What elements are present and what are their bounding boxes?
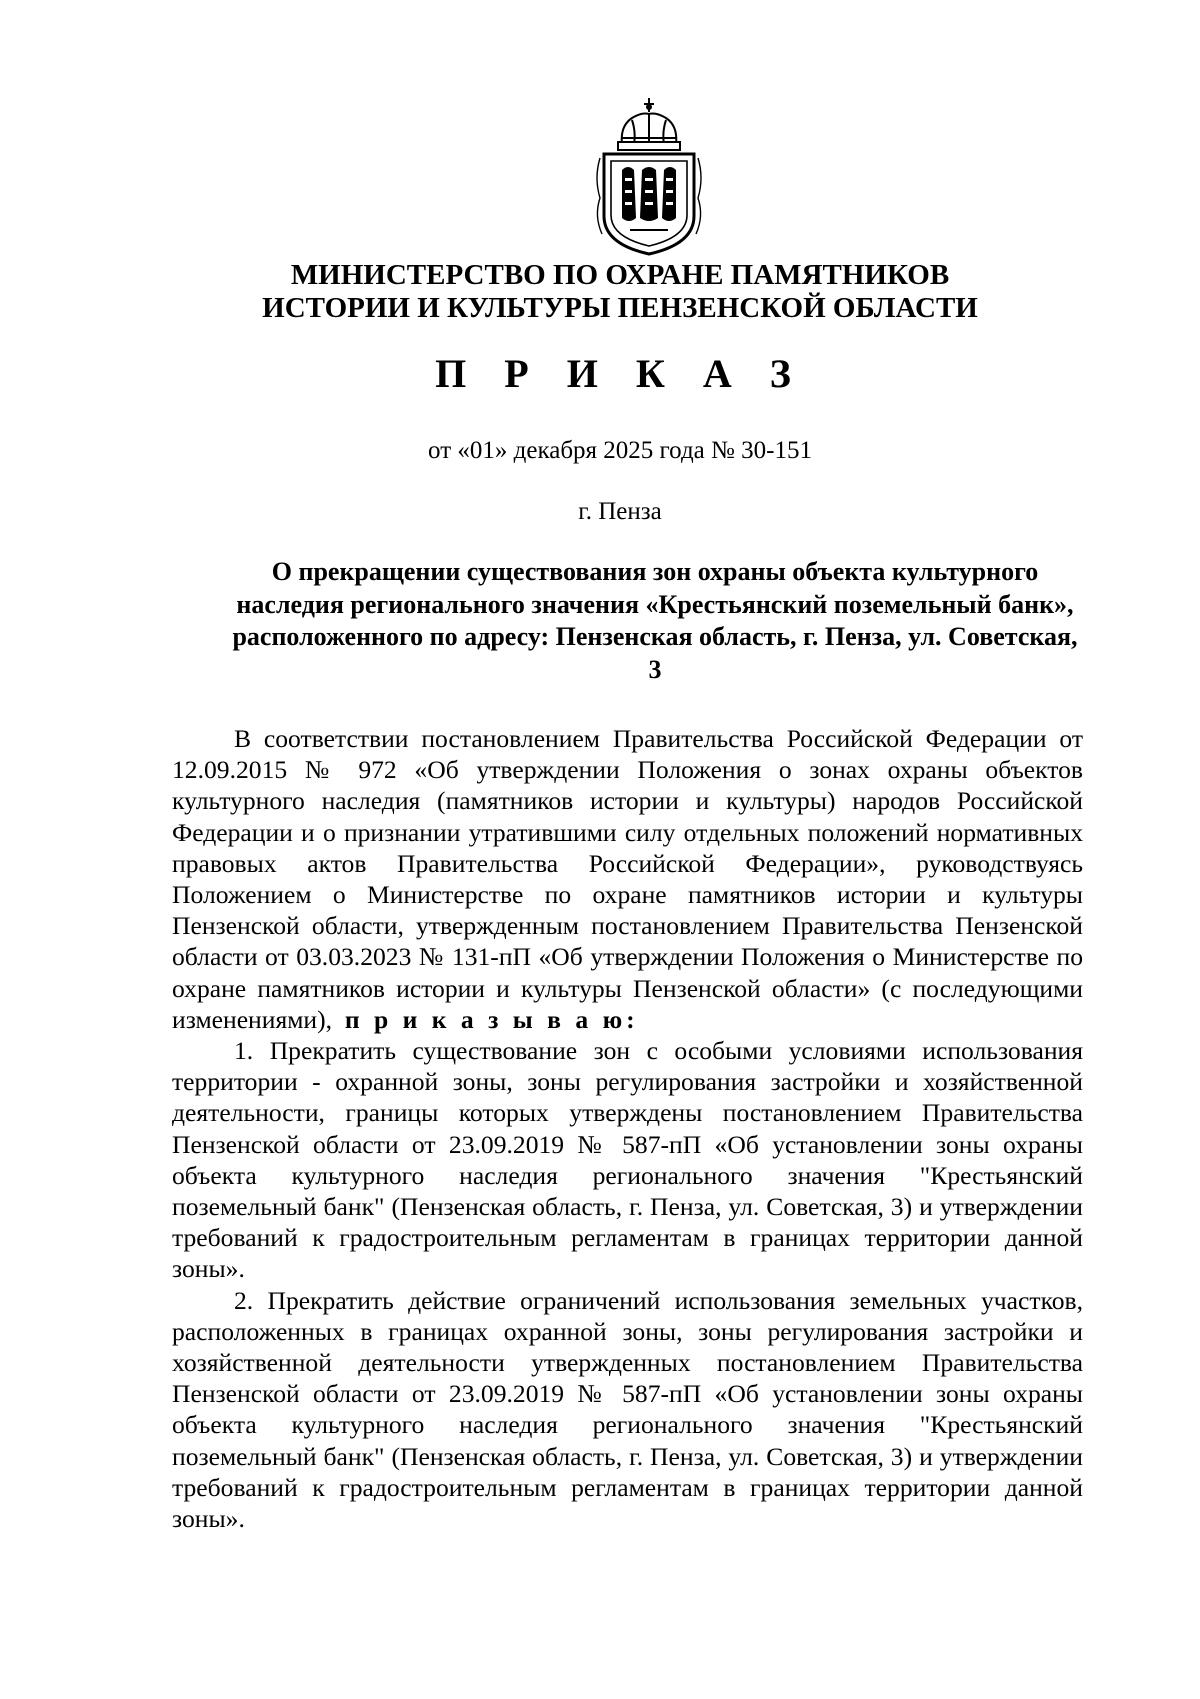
ministry-name-line-2: ИСТОРИИ И КУЛЬТУРЫ ПЕНЗЕНСКОЙ ОБЛАСТИ — [262, 292, 978, 324]
ministry-name — [160, 259, 1080, 325]
document-body — [172, 723, 1083, 1534]
coat-of-arms-emblem — [592, 98, 706, 258]
ministry-name-line-1: МИНИСТЕРСТВО ПО ОХРАНЕ ПАМЯТНИКОВ — [290, 259, 950, 291]
document-date-number: от «01» декабря 2025 года № 30-151 — [428, 437, 812, 464]
preamble-text: В соответствии постановлением Правительства Российской Федерации от 12.09.2015 № 972 «Об утверждении Положения о зонах охраны объектов культурного наследия (памятников истории и культуры) народов Российской Федерации и о признании утратившими силу отдельных положений нормативных правовых актов Правительства Российской Федерации», руководствуясь Положением о Министерстве по охране памятников истории и культуры Пензенской области, утвержденным постановлением Правительства Пензенской области от 03.03.2023 № 131-пП «Об утверждении Положения о Министерстве по охране памятников истории и культуры Пензенской области» (с последующими изменениями), — [172, 724, 1083, 1034]
document-city: г. Пенза — [578, 498, 662, 525]
preamble-paragraph — [172, 723, 1083, 1035]
item-2-paragraph: 2. Прекратить действие ограничений использования земельных участков, расположенных в границах охранной зоны, зоны регулирования застройки и хозяйственной деятельности утвержденных постановлением Правительства Пензенской области от 23.09.2019 № 587-пП «Об установлении зоны охраны объекта культурного наследия регионального значения "Крестьянский поземельный банк" (Пензенская область, г. Пенза, ул. Советская, 3) и утверждении требований к градостроительным регламентам в границах территории данной зоны». — [172, 1285, 1083, 1534]
order-word: п р и к а з ы в а ю: — [344, 1004, 639, 1034]
document-type-heading: П Р И К А З — [435, 351, 805, 396]
item-1-paragraph: 1. Прекратить существование зон с особыми условиями использования территории - охранной зоны, зоны регулирования застройки и хозяйственной деятельности, границы которых утверждены постановлением Правительства Пензенской области от 23.09.2019 № 587-пП «Об установлении зоны охраны объекта культурного наследия регионального значения "Крестьянский поземельный банк" (Пензенская область, г. Пенза, ул. Советская, 3) и утверждении требований к градостроительным регламентам в границах территории данной зоны». — [172, 1036, 1083, 1284]
document-title: О прекращении существования зон охраны объекта культурного наследия регионального значения «Крестьянский поземельный банк», расположенного по адресу: Пензенская область, г. Пенза, ул. Советская, 3 — [232, 557, 1078, 684]
